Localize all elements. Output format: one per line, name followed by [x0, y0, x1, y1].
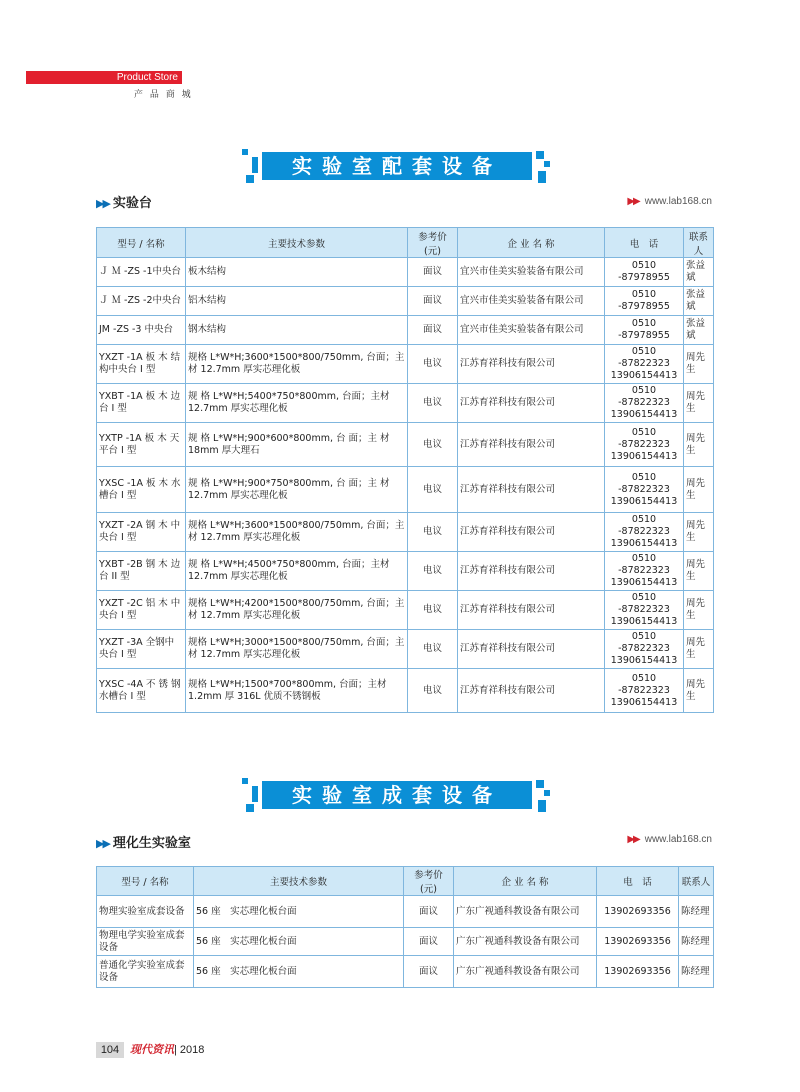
cell-model: Ｊ Ｍ -ZS -2中央台	[97, 287, 186, 316]
table-row	[97, 345, 714, 384]
table-row	[97, 384, 714, 423]
table-row	[97, 669, 714, 713]
cell-params: 规 格 L*W*H;900*600*800mm, 台 面；主 材 18mm 厚大理石	[186, 423, 408, 467]
cell-price: 面议	[408, 287, 458, 316]
cell-phone: 0510 -87822323 13906154413	[605, 630, 684, 669]
cell-params: 规格 L*W*H;1500*700*800mm, 台面；主材 1.2mm 厚 316L 优质不锈钢板	[186, 669, 408, 713]
header-title-en: Product Store	[116, 72, 178, 83]
section1-banner-title: 实验室配套设备	[262, 152, 532, 180]
cell-contact: 张益斌	[684, 287, 714, 316]
cell-params: 56 座 实芯理化板台面	[194, 956, 404, 988]
cell-contact: 陈经理	[679, 956, 714, 988]
col-header-params: 主要技术参数	[186, 228, 408, 258]
cell-company: 广东广视通科教设备有限公司	[454, 896, 597, 928]
cell-contact: 张益斌	[684, 316, 714, 345]
section1-table	[96, 227, 714, 713]
cell-contact: 周先生	[684, 467, 714, 513]
cell-phone: 0510 -87822323 13906154413	[605, 669, 684, 713]
section1-banner	[238, 147, 554, 187]
cell-price: 电议	[408, 513, 458, 552]
col-header-model: 型号 / 名称	[97, 867, 194, 896]
cell-params: 规格 L*W*H;3600*1500*800/750mm, 台面；主材 12.7mm 厚实芯理化板	[186, 345, 408, 384]
cell-params: 56 座 实芯理化板台面	[194, 896, 404, 928]
cell-model: YXZT -3A 全钢中央台 I 型	[97, 630, 186, 669]
cell-phone: 0510 -87822323 13906154413	[605, 552, 684, 591]
cell-company: 江苏育祥科技有限公司	[458, 669, 605, 713]
footer-year: | 2018	[174, 1044, 205, 1056]
cell-model: YXZT -2A 钢 木 中央台 I 型	[97, 513, 186, 552]
cell-price: 电议	[408, 591, 458, 630]
cell-contact: 周先生	[684, 384, 714, 423]
cell-model: YXSC -4A 不 锈 钢水槽台 I 型	[97, 669, 186, 713]
section2-banner-title: 实验室成套设备	[262, 781, 532, 809]
cell-model: 普通化学实验室成套设备	[97, 956, 194, 988]
cell-price: 面议	[404, 896, 454, 928]
cell-price: 面议	[408, 316, 458, 345]
cell-company: 江苏育祥科技有限公司	[458, 513, 605, 552]
table-row	[97, 258, 714, 287]
cell-price: 电议	[408, 552, 458, 591]
cell-contact: 周先生	[684, 423, 714, 467]
table-row	[97, 928, 714, 956]
col-header-phone: 电 话	[605, 228, 684, 258]
cell-model: YXZT -1A 板 木 结构中央台 I 型	[97, 345, 186, 384]
table-row	[97, 956, 714, 988]
cell-params: 规 格 L*W*H;5400*750*800mm, 台面；主材 12.7mm 厚实芯理化板	[186, 384, 408, 423]
cell-phone: 0510 -87822323 13906154413	[605, 384, 684, 423]
cell-phone: 13902693356	[597, 928, 679, 956]
cell-params: 规 格 L*W*H;4500*750*800mm, 台面；主材 12.7mm 厚实芯理化板	[186, 552, 408, 591]
table-row	[97, 630, 714, 669]
cell-phone: 0510 -87978955	[605, 287, 684, 316]
section2-banner	[238, 776, 554, 816]
cell-phone: 0510 -87822323 13906154413	[605, 467, 684, 513]
cell-contact: 周先生	[684, 552, 714, 591]
cell-price: 电议	[408, 630, 458, 669]
page-number: 104	[96, 1042, 124, 1058]
cell-contact: 张益斌	[684, 258, 714, 287]
col-header-contact: 联系人	[679, 867, 714, 896]
cell-price: 电议	[408, 467, 458, 513]
cell-model: Ｊ Ｍ -ZS -1中央台	[97, 258, 186, 287]
cell-company: 江苏育祥科技有限公司	[458, 630, 605, 669]
cell-company: 江苏育祥科技有限公司	[458, 591, 605, 630]
cell-phone: 0510 -87822323 13906154413	[605, 513, 684, 552]
cell-price: 电议	[408, 669, 458, 713]
cell-params: 铝木结构	[186, 287, 408, 316]
cell-phone: 0510 -87822323 13906154413	[605, 423, 684, 467]
cell-price: 面议	[404, 928, 454, 956]
cell-contact: 陈经理	[679, 896, 714, 928]
section2-site-link[interactable]: www.lab168.cn	[644, 834, 712, 845]
cell-company: 宜兴市佳美实验装备有限公司	[458, 287, 605, 316]
section1-site-link[interactable]: www.lab168.cn	[644, 196, 712, 207]
cell-params: 规格 L*W*H;3000*1500*800/750mm, 台面；主材 12.7mm 厚实芯理化板	[186, 630, 408, 669]
table-row	[97, 287, 714, 316]
cell-model: 物理实验室成套设备	[97, 896, 194, 928]
cell-contact: 周先生	[684, 591, 714, 630]
cell-company: 江苏育祥科技有限公司	[458, 467, 605, 513]
cell-params: 钢木结构	[186, 316, 408, 345]
header-title-cn: 产 品 商 城	[134, 90, 193, 100]
cell-params: 规格 L*W*H;3600*1500*800/750mm, 台面；主材 12.7mm 厚实芯理化板	[186, 513, 408, 552]
section2-subtitle	[96, 832, 191, 851]
col-header-model: 型号 / 名称	[97, 228, 186, 258]
cell-phone: 0510 -87978955	[605, 258, 684, 287]
cell-model: YXSC -1A 板 木 水槽台 I 型	[97, 467, 186, 513]
cell-params: 规格 L*W*H;4200*1500*800/750mm, 台面；主材 12.7mm 厚实芯理化板	[186, 591, 408, 630]
col-header-price: 参考价 (元)	[408, 228, 458, 258]
section2-table	[96, 866, 714, 988]
cell-model: YXTP -1A 板 木 天平台 I 型	[97, 423, 186, 467]
col-header-phone: 电 话	[597, 867, 679, 896]
red-arrow-icon: ▶▶	[627, 834, 639, 845]
table-row	[97, 423, 714, 467]
section1-subtitle	[96, 192, 152, 211]
section1-site	[627, 196, 712, 207]
table-row	[97, 896, 714, 928]
table-row	[97, 513, 714, 552]
cell-company: 广东广视通科教设备有限公司	[454, 956, 597, 988]
cell-company: 江苏育祥科技有限公司	[458, 423, 605, 467]
cell-company: 宜兴市佳美实验装备有限公司	[458, 316, 605, 345]
section2-site	[627, 834, 712, 845]
cell-model: YXZT -2C 铝 木 中央台 I 型	[97, 591, 186, 630]
cell-company: 江苏育祥科技有限公司	[458, 552, 605, 591]
cell-company: 广东广视通科教设备有限公司	[454, 928, 597, 956]
table-row	[97, 316, 714, 345]
col-header-contact: 联系人	[684, 228, 714, 258]
cell-company: 江苏育祥科技有限公司	[458, 384, 605, 423]
section1-subtitle-text: 实验台	[112, 196, 152, 211]
cell-company: 江苏育祥科技有限公司	[458, 345, 605, 384]
page-footer	[96, 1041, 204, 1058]
header-bar	[26, 71, 182, 84]
cell-contact: 周先生	[684, 513, 714, 552]
cell-price: 电议	[408, 423, 458, 467]
cell-price: 电议	[408, 384, 458, 423]
cell-contact: 周先生	[684, 669, 714, 713]
section2-subtitle-text: 理化生实验室	[112, 836, 191, 851]
cell-model: YXBT -2B 钢 木 边台 II 型	[97, 552, 186, 591]
col-header-company: 企 业 名 称	[458, 228, 605, 258]
cell-params: 56 座 实芯理化板台面	[194, 928, 404, 956]
cell-contact: 周先生	[684, 345, 714, 384]
col-header-company: 企 业 名 称	[454, 867, 597, 896]
col-header-params: 主要技术参数	[194, 867, 404, 896]
cell-model: JM -ZS -3 中央台	[97, 316, 186, 345]
cell-model: 物理电学实验室成套设备	[97, 928, 194, 956]
table-row	[97, 591, 714, 630]
double-arrow-icon: ▶▶	[96, 837, 109, 850]
cell-price: 面议	[408, 258, 458, 287]
cell-phone: 0510 -87822323 13906154413	[605, 591, 684, 630]
cell-phone: 0510 -87822323 13906154413	[605, 345, 684, 384]
cell-model: YXBT -1A 板 木 边台 I 型	[97, 384, 186, 423]
cell-params: 规 格 L*W*H;900*750*800mm, 台 面；主 材 12.7mm 厚实芯理化板	[186, 467, 408, 513]
cell-params: 板木结构	[186, 258, 408, 287]
cell-phone: 13902693356	[597, 896, 679, 928]
cell-phone: 13902693356	[597, 956, 679, 988]
double-arrow-icon: ▶▶	[96, 197, 109, 210]
cell-company: 宜兴市佳美实验装备有限公司	[458, 258, 605, 287]
red-arrow-icon: ▶▶	[627, 196, 639, 207]
magazine-name: 现代资讯	[130, 1043, 174, 1056]
cell-phone: 0510 -87978955	[605, 316, 684, 345]
table-row	[97, 467, 714, 513]
cell-price: 电议	[408, 345, 458, 384]
col-header-price: 参考价 (元)	[404, 867, 454, 896]
cell-price: 面议	[404, 956, 454, 988]
cell-contact: 陈经理	[679, 928, 714, 956]
cell-contact: 周先生	[684, 630, 714, 669]
table-row	[97, 552, 714, 591]
